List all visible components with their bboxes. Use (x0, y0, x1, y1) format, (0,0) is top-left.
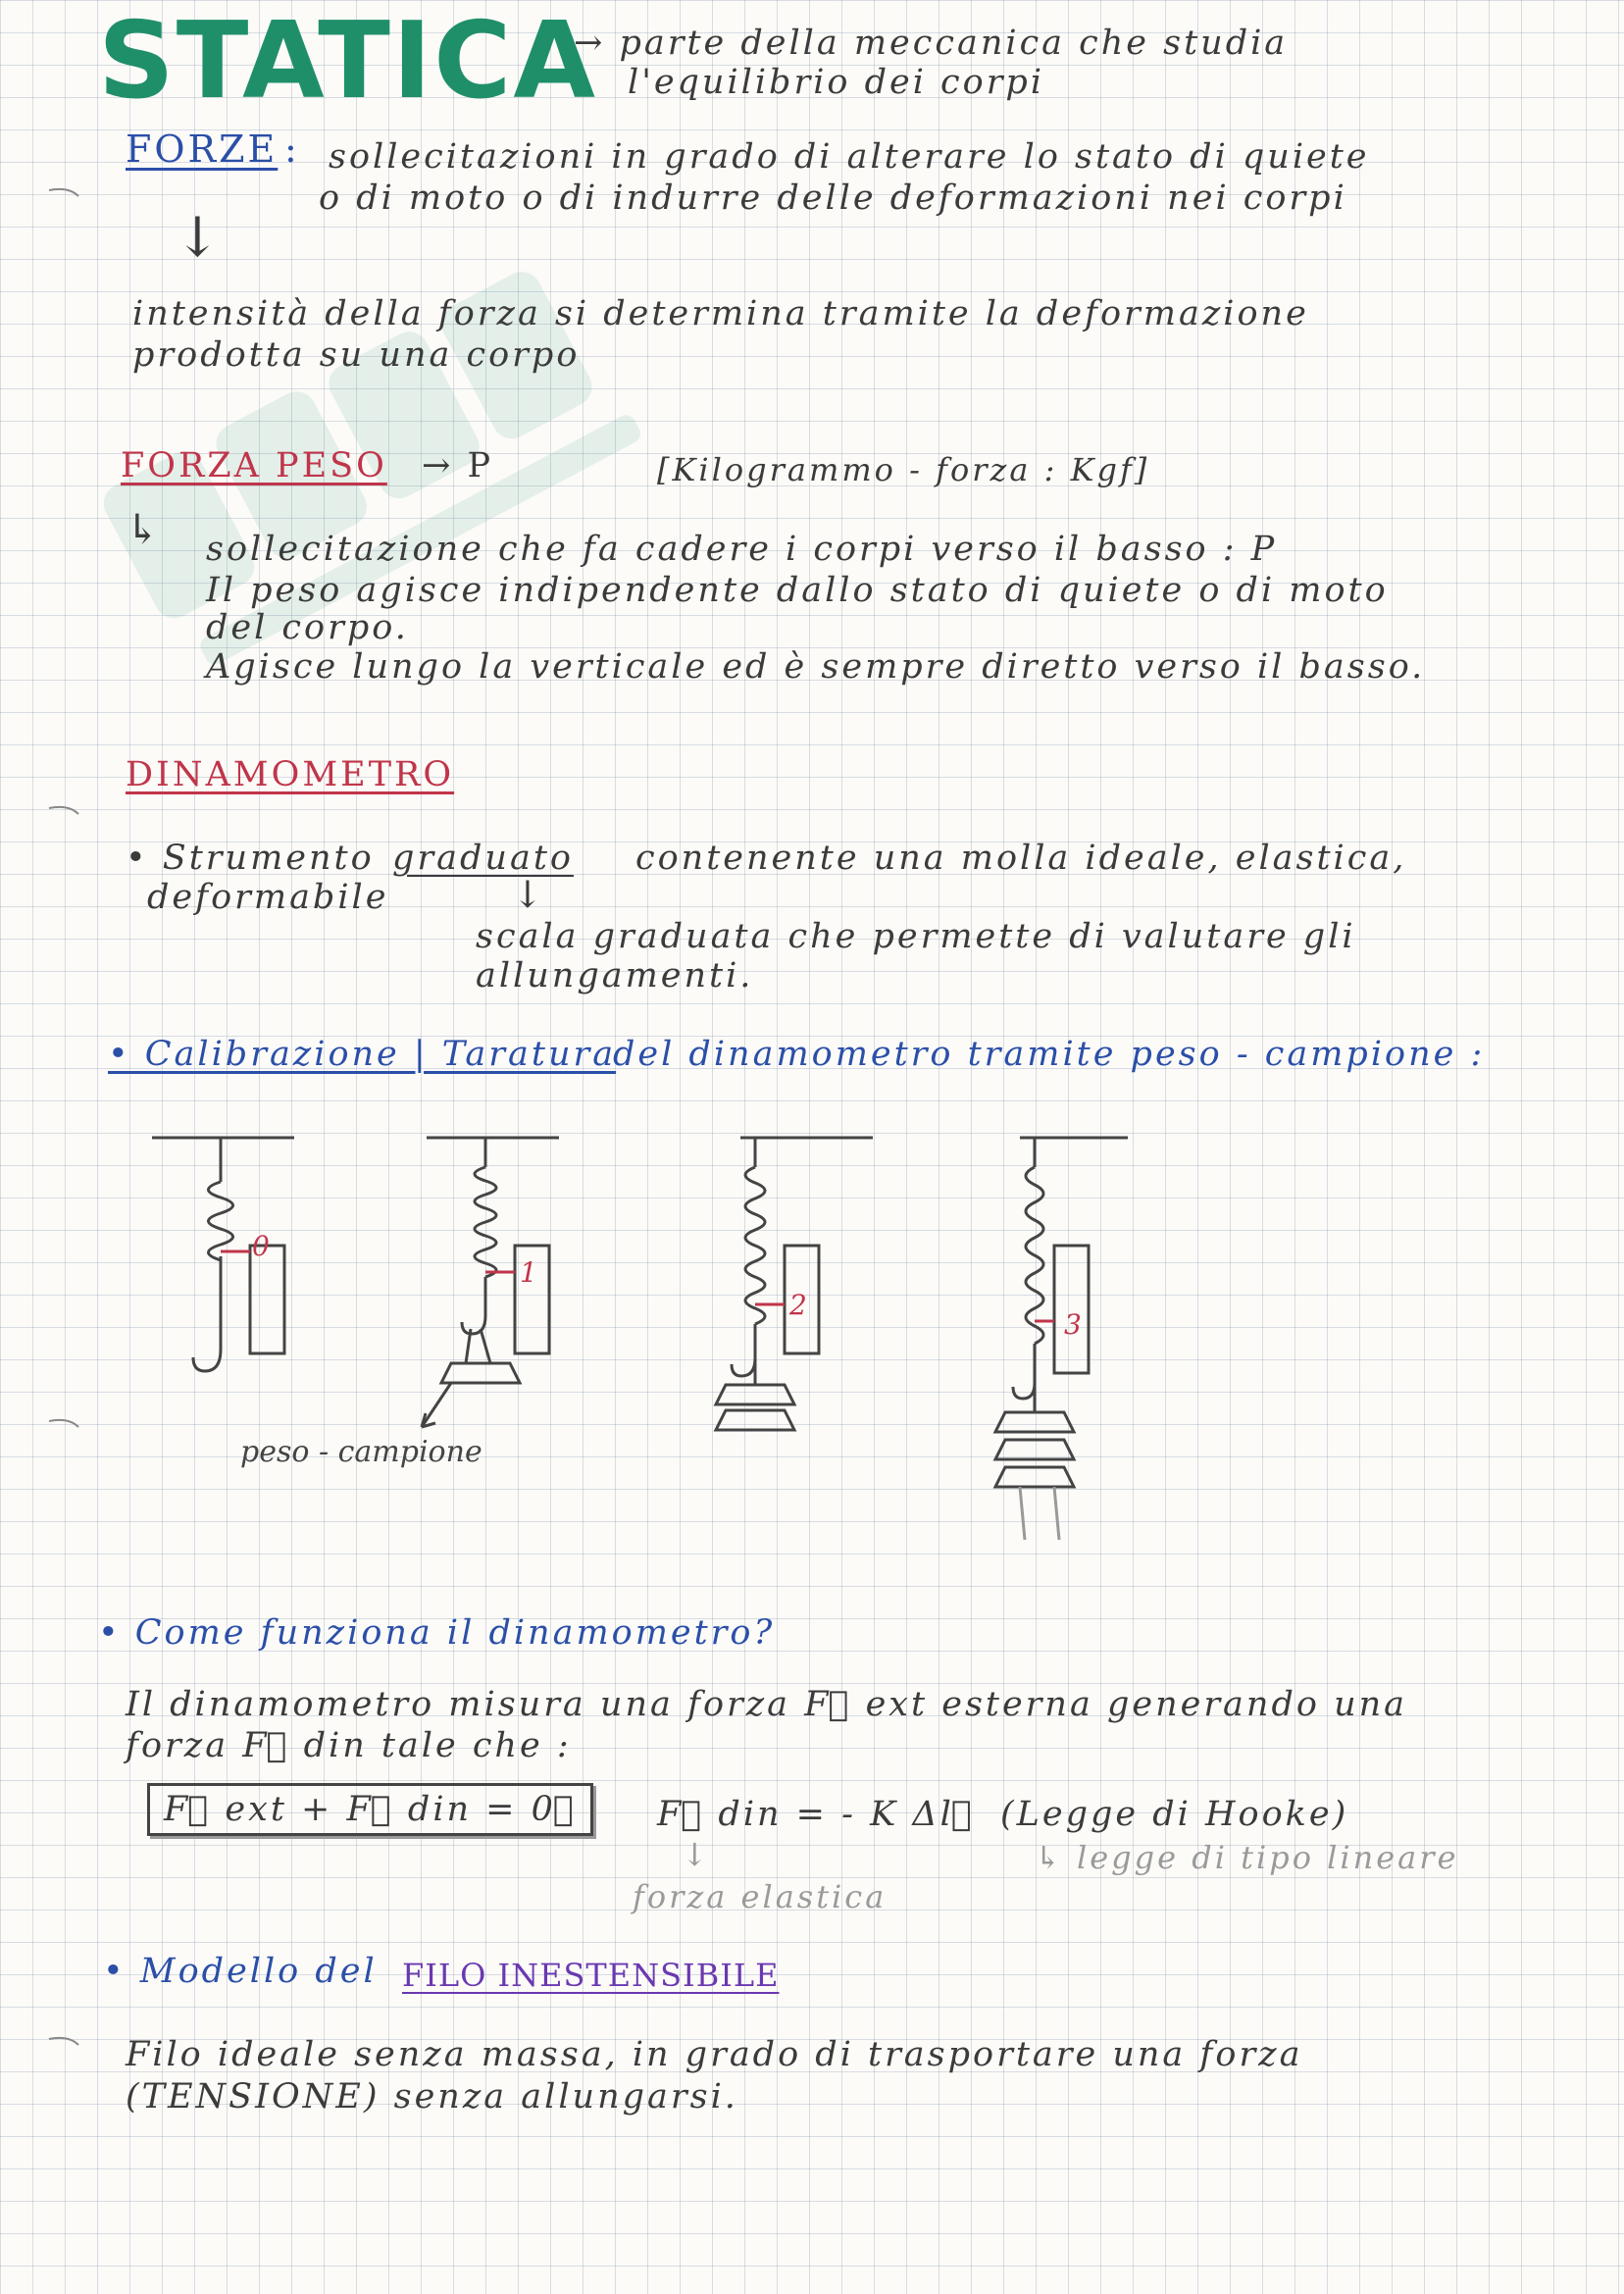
forza-peso-line-2: Il peso agisce indipendente dallo stato di quiete o di moto (206, 571, 1389, 610)
dinamometro-sub-arrow: ↓ (512, 873, 546, 916)
spring-1-coil (209, 1182, 233, 1260)
elastic-label: forza elastica (633, 1878, 888, 1915)
filo-line-1: Filo ideale senza massa, in grado di trasportare una forza (126, 2035, 1303, 2074)
forze-down-arrow: ↓ (175, 206, 224, 270)
come-line-2: forza F⃗ din tale che : (126, 1726, 572, 1765)
forza-peso-heading: FORZA PESO (121, 446, 387, 485)
weight-2 (441, 1363, 520, 1383)
forze-line-4: prodotta su una corpo (132, 335, 581, 375)
weight-3b (716, 1410, 794, 1430)
dinamometro-diagram (137, 1128, 1138, 1550)
weight-2-string-r (481, 1329, 490, 1363)
filo-heading-a: • Modello del (103, 1952, 378, 1991)
hooke-sub: ↳ legge di tipo lineare (1035, 1839, 1459, 1876)
binder-mark-2 (49, 807, 78, 814)
dinamometro-line-1c: contenente una molla ideale, elastica, (635, 839, 1407, 878)
filo-heading-b: FILO INESTENSIBILE (402, 1957, 780, 1994)
spring-2-hook (462, 1277, 485, 1334)
weight-4a (995, 1412, 1074, 1432)
dinamometro-line-2: deformabile (147, 878, 389, 917)
binder-marks (0, 0, 108, 2294)
forze-colon: : (284, 127, 300, 171)
equilibrium-box: F⃗ ext + F⃗ din = 0⃗ (147, 1783, 593, 1836)
dinamometro-heading: DINAMOMETRO (126, 755, 455, 794)
weight-4-drop-l (1020, 1487, 1025, 1540)
come-line-1: Il dinamometro misura una forza F⃗ ext esterna generando una (126, 1685, 1408, 1724)
scale-label-2: 2 (789, 1289, 807, 1321)
forza-peso-line-1: sollecitazione che fa cadere i corpi verso il basso : P (206, 530, 1278, 569)
spring-4-coil (1026, 1167, 1043, 1344)
forze-line-1: sollecitazioni in grado di alterare lo stato di quiete (329, 137, 1370, 177)
scale-label-0: 0 (252, 1230, 270, 1262)
spring-4-hook (1013, 1344, 1035, 1399)
dinamometro-line-1a: • Strumento (126, 839, 375, 878)
forza-peso-line-3: del corpo. (206, 608, 409, 647)
peso-campione-label: peso - campione (240, 1435, 482, 1469)
page-title: STATICA (98, 0, 597, 123)
forza-peso-arrow: → P (422, 446, 494, 485)
scale-label-3: 3 (1064, 1308, 1082, 1341)
forza-peso-bullet: ↳ (126, 505, 164, 553)
dinamometro-line-1b: graduato (392, 839, 574, 878)
forze-line-3: intensità della forza si determina tramite la deformazione (132, 294, 1309, 333)
hooke-formula: F⃗ din = - K Δl⃗ (657, 1795, 975, 1834)
forze-line-2: o di moto o di indurre delle deformazioni nei corpi (319, 178, 1347, 218)
weight-4-drop-r (1054, 1487, 1059, 1540)
forza-peso-line-4: Agisce lungo la verticale ed è sempre diretto verso il basso. (206, 647, 1426, 687)
binder-mark-3 (49, 1420, 78, 1427)
spring-3-hook (732, 1324, 755, 1376)
elastic-down-arrow: ↓ (682, 1836, 711, 1873)
spring-1-hook (193, 1256, 221, 1371)
forza-peso-unit: [Kilogrammo - forza : Kgf] (657, 451, 1150, 488)
title-note-line-2: l'equilibrio dei corpi (628, 63, 1045, 102)
dinamometro-sub-1: scala graduata che permette di valutare gli (476, 917, 1356, 956)
weight-4b (995, 1440, 1074, 1459)
binder-mark-1 (49, 189, 78, 196)
calibrazione-text: del dinamometro tramite peso - campione : (613, 1035, 1486, 1074)
scale-label-1: 1 (520, 1256, 537, 1289)
forze-heading: FORZE (126, 127, 279, 171)
come-question: • Come funziona il dinamometro? (98, 1613, 776, 1653)
weight-4c (995, 1467, 1074, 1487)
spring-2-coil (475, 1167, 496, 1277)
dinamometro-sub-2: allungamenti. (476, 956, 754, 995)
title-note-line-1: → parte della meccanica che studia (574, 24, 1289, 63)
hooke-label: (Legge di Hooke) (1000, 1795, 1349, 1834)
weight-3a (716, 1385, 794, 1404)
spring-3-coil (745, 1167, 765, 1324)
peso-pointer-line (422, 1383, 451, 1427)
filo-line-2: (TENSIONE) senza allungarsi. (126, 2077, 738, 2116)
calibrazione-heading: • Calibrazione | Taratura (108, 1035, 617, 1074)
binder-mark-4 (49, 2038, 78, 2045)
